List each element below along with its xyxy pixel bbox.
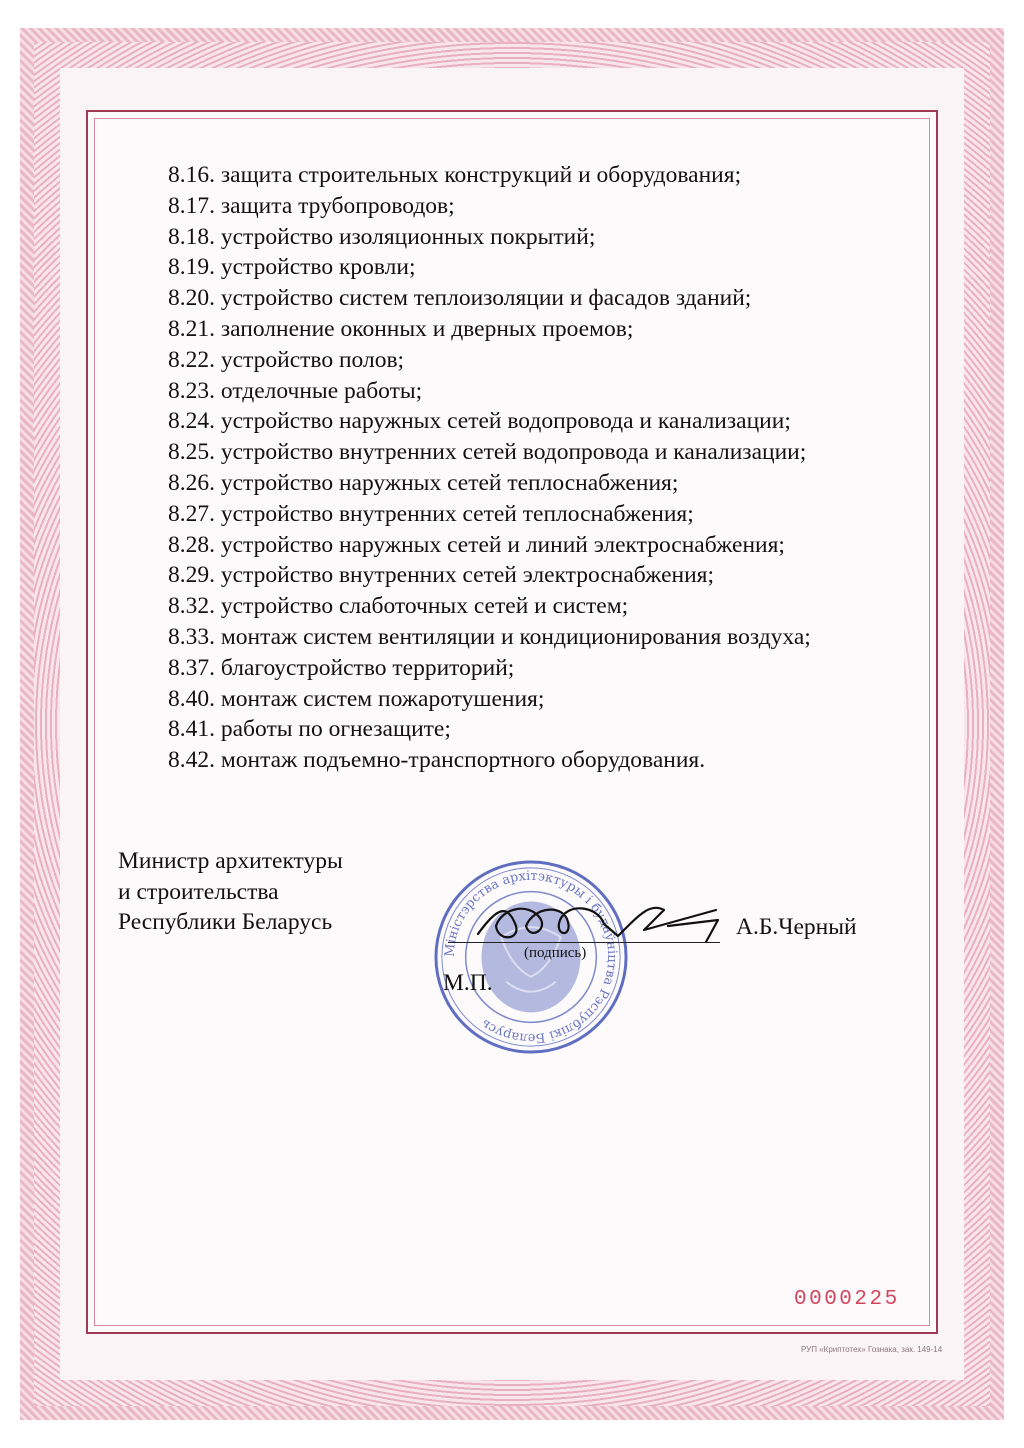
list-item: 8.19. устройство кровли; — [168, 254, 416, 281]
list-item: 8.40. монтаж систем пожаротушения; — [168, 685, 545, 712]
list-item: 8.41. работы по огнезащите; — [168, 716, 451, 743]
list-item: 8.18. устройство изоляционных покрытий; — [168, 223, 596, 250]
list-item: 8.32. устройство слаботочных сетей и систем; — [168, 593, 629, 620]
signatory-position — [118, 846, 343, 938]
list-item: 8.17. защита трубопроводов; — [168, 192, 455, 219]
list-item: 8.24. устройство наружных сетей водопровода и канализации; — [168, 408, 791, 435]
list-item: 8.33. монтаж систем вентиляции и кондиционирования воздуха; — [168, 623, 811, 650]
list-item: 8.16. защита строительных конструкций и оборудования; — [168, 162, 742, 188]
printer-note: РУП «Криптотех» Гознака, зак. 149-14 — [801, 1345, 943, 1354]
position-line: Республики Беларусь — [118, 909, 333, 935]
list-item: 8.27. устройство внутренних сетей теплоснабжения; — [168, 500, 694, 527]
list-item: 8.42. монтаж подъемно-транспортного оборудования. — [168, 747, 706, 774]
signature-line — [448, 942, 720, 943]
list-item: 8.29. устройство внутренних сетей электроснабжения; — [168, 562, 714, 589]
signatory-name: А.Б.Черный — [736, 914, 857, 940]
list-item: 8.28. устройство наружных сетей и линий электроснабжения; — [168, 531, 785, 558]
list-item: 8.26. устройство наружных сетей теплоснабжения; — [168, 469, 679, 496]
serial-number: 0000225 — [794, 1288, 900, 1311]
position-line: и строительства — [118, 878, 279, 905]
position-line: Министр архитектуры — [118, 848, 343, 874]
list-item: 8.25. устройство внутренних сетей водопровода и канализации; — [168, 439, 807, 466]
list-item: 8.21. заполнение оконных и дверных проемов; — [168, 315, 634, 342]
list-item: 8.22. устройство полов; — [168, 346, 405, 373]
signature-caption: (подпись) — [524, 945, 587, 961]
list-item: 8.37. благоустройство территорий; — [168, 654, 515, 681]
list-item: 8.23. отделочные работы; — [168, 377, 423, 404]
seal-place-mark: М.П. — [443, 970, 493, 996]
stamp-text: Міністэрства архітэктуры і будаўніцтва Рэспублікі Беларусь — [442, 868, 620, 1046]
handwritten-signature — [468, 896, 730, 948]
list-item: 8.20. устройство систем теплоизоляции и фасадов зданий; — [168, 285, 752, 312]
work-types-list — [168, 160, 908, 776]
